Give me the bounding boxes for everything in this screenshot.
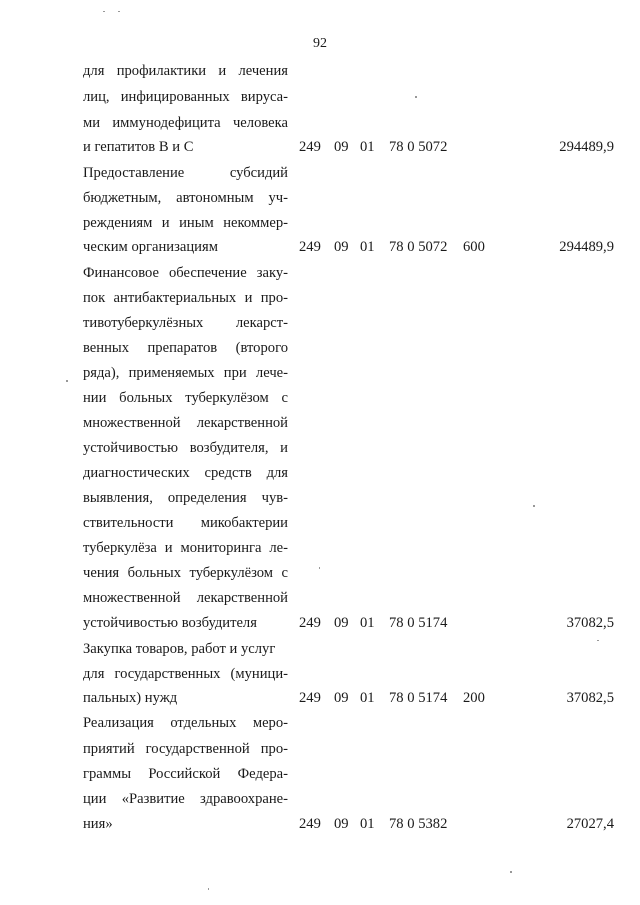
- amount: 37082,5: [566, 615, 614, 631]
- code-section: 09: [334, 615, 349, 631]
- row-text-line: тивотуберкулёзных лекарст-: [83, 315, 288, 331]
- code-gr: 249: [299, 239, 321, 255]
- scan-speck: [510, 871, 512, 873]
- code-gr: 249: [299, 816, 321, 832]
- row-text-line: ряда), применяемых при лече-: [83, 365, 288, 381]
- code-subsection: 01: [360, 690, 375, 706]
- row-text-line: ми иммунодефицита человека: [83, 115, 288, 131]
- amount: 27027,4: [566, 816, 614, 832]
- code-target-article: 78 0 5174: [389, 615, 448, 631]
- row-text-line: ческим организациям: [83, 239, 218, 255]
- row-text-line: Финансовое обеспечение заку-: [83, 265, 288, 281]
- row-text-line: и гепатитов В и С: [83, 139, 194, 155]
- amount: 294489,9: [559, 139, 614, 155]
- row-text-line: граммы Российской Федера-: [83, 766, 288, 782]
- row-text-line: ствительности микобактерии: [83, 515, 288, 531]
- code-gr: 249: [299, 139, 321, 155]
- amount: 37082,5: [566, 690, 614, 706]
- code-expense-type: 200: [463, 690, 485, 706]
- code-subsection: 01: [360, 239, 375, 255]
- row-text-line: для государственных (муници-: [83, 666, 288, 682]
- row-text-line: чения больных туберкулёзом с: [83, 565, 288, 581]
- scan-speck: [118, 11, 120, 12]
- row-text-line: устойчивостью возбудителя: [83, 615, 257, 631]
- code-gr: 249: [299, 615, 321, 631]
- row-text-line: нии больных туберкулёзом с: [83, 390, 288, 406]
- row-text-line: Предоставление субсидий: [83, 165, 288, 181]
- code-section: 09: [334, 139, 349, 155]
- row-text-line: диагностических средств для: [83, 465, 288, 481]
- scan-speck: [66, 380, 68, 382]
- code-subsection: 01: [360, 816, 375, 832]
- row-text-line: лиц, инфицированных вируса-: [83, 89, 288, 105]
- row-text-line: множественной лекарственной: [83, 415, 288, 431]
- row-text-line: множественной лекарственной: [83, 590, 288, 606]
- row-text-line: пальных) нужд: [83, 690, 178, 706]
- row-text-line: пок антибактериальных и про-: [83, 290, 288, 306]
- row-text-line: реждениям и иным некоммер-: [83, 215, 288, 231]
- row-text-line: венных препаратов (второго: [83, 340, 288, 356]
- scan-speck: [533, 505, 535, 507]
- row-text-line: Закупка товаров, работ и услуг: [83, 641, 276, 657]
- code-target-article: 78 0 5072: [389, 239, 448, 255]
- code-section: 09: [334, 690, 349, 706]
- amount: 294489,9: [559, 239, 614, 255]
- row-text-line: туберкулёза и мониторинга ле-: [83, 540, 288, 556]
- code-target-article: 78 0 5072: [389, 139, 448, 155]
- code-target-article: 78 0 5174: [389, 690, 448, 706]
- code-target-article: 78 0 5382: [389, 816, 448, 832]
- page-number: 92: [313, 36, 327, 51]
- row-text-line: выявления, определения чув-: [83, 490, 288, 506]
- row-text-line: бюджетным, автономным уч-: [83, 190, 288, 206]
- code-section: 09: [334, 239, 349, 255]
- row-text-line: Реализация отдельных меро-: [83, 715, 288, 731]
- row-text-line: ния»: [83, 816, 113, 832]
- scan-speck: [597, 640, 599, 641]
- code-subsection: 01: [360, 615, 375, 631]
- row-text-line: приятий государственной про-: [83, 741, 288, 757]
- code-subsection: 01: [360, 139, 375, 155]
- row-text-line: для профилактики и лечения: [83, 63, 288, 79]
- code-expense-type: 600: [463, 239, 485, 255]
- scan-speck: [415, 96, 417, 98]
- code-gr: 249: [299, 690, 321, 706]
- row-text-line: устойчивостью возбудителя, и: [83, 440, 288, 456]
- scan-speck: [208, 888, 209, 890]
- code-section: 09: [334, 816, 349, 832]
- scan-speck: [103, 11, 105, 12]
- row-text-line: ции «Развитие здравоохране-: [83, 791, 288, 807]
- scan-speck: [319, 567, 320, 569]
